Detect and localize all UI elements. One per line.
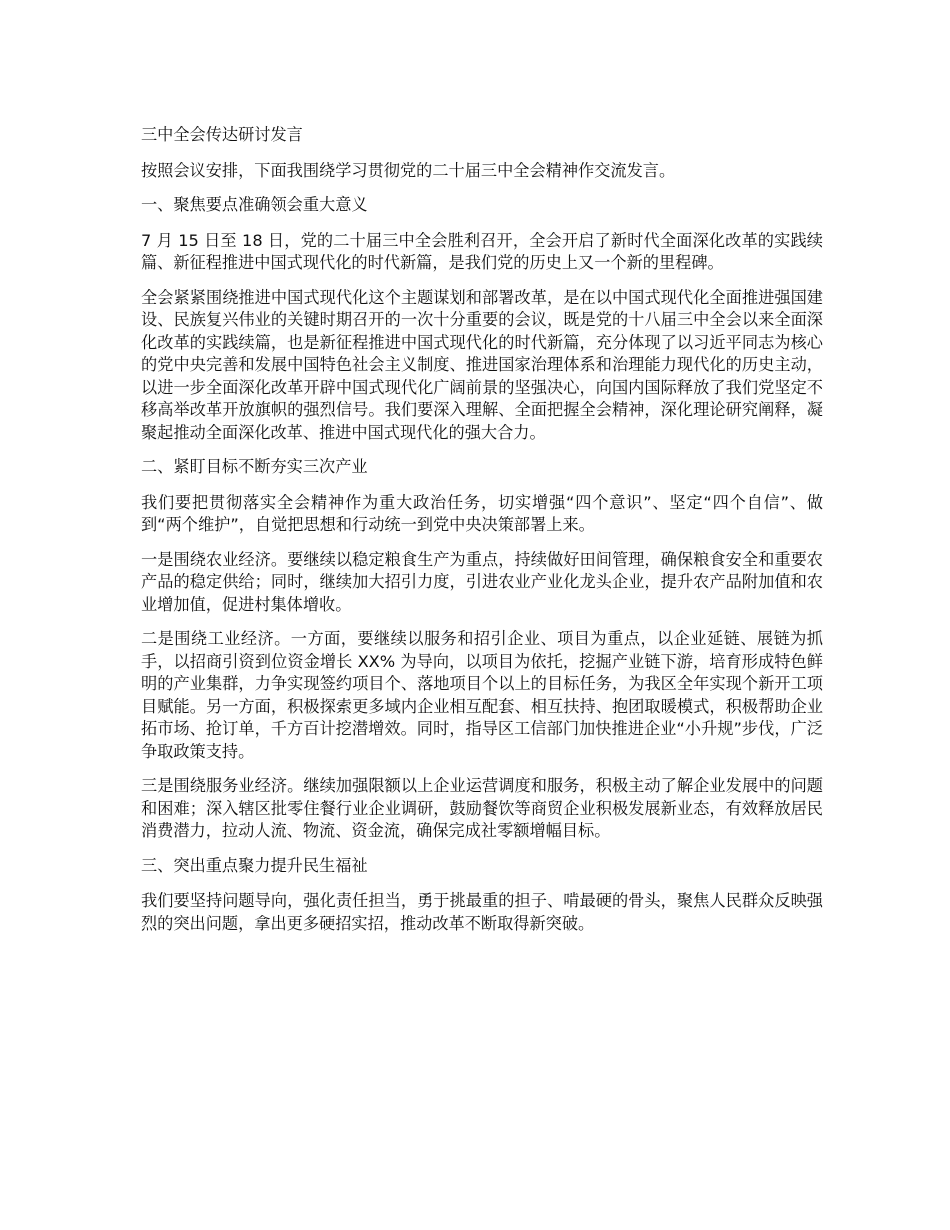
body-paragraph: 一是围绕农业经济。要继续以稳定粮食生产为重点，持续做好田间管理，确保粮食安全和重要农产品的稳定供给；同时，继续加大招引力度，引进农业产业化龙头企业，提升农产品附加值和农业增加值，促进村集体增收。	[141, 549, 823, 614]
body-paragraph: 二是围绕工业经济。一方面，要继续以服务和招引企业、项目为重点，以企业延链、展链为抓手，以招商引资到位资金增长 XX% 为导向，以项目为依托，挖掘产业链下游，培育形成特色鲜明的产业集群，力争实现签约项目个、落地项目个以上的目标任务，为我区全年实现个新开工项目赋能。另一方面，积极探索更多域内企业相互配套、相互扶持、抱团取暖模式，积极帮助企业拓市场、抢订单，千方百计挖潜增效。同时，指导区工信部门加快推进企业“小升规”步伐，广泛争取政策支持。	[141, 629, 823, 761]
intro-paragraph: 按照会议安排，下面我围绕学习贯彻党的二十届三中全会精神作交流发言。	[141, 160, 676, 180]
section-heading-3: 三、突出重点聚力提升民生福祉	[141, 855, 368, 875]
document-body	[141, 124, 823, 947]
document-title: 三中全会传达研讨发言	[141, 125, 303, 144]
body-paragraph: 我们要坚持问题导向，强化责任担当，勇于挑最重的担子、啃最硬的骨头，聚焦人民群众反映强烈的突出问题，拿出更多硬招实招，推动改革不断取得新突破。	[141, 891, 823, 933]
body-paragraph: 我们要把贯彻落实全会精神作为重大政治任务，切实增强“四个意识”、坚定“四个自信”、做到“两个维护”，自觉把思想和行动统一到党中央决策部署上来。	[141, 492, 823, 534]
section-heading-1: 一、聚焦要点准确领会重大意义	[141, 195, 368, 214]
section-heading-2: 二、紧盯目标不断夯实三次产业	[141, 457, 368, 476]
body-paragraph: 三是围绕服务业经济。继续加强限额以上企业运营调度和服务，积极主动了解企业发展中的问题和困难；深入辖区批零住餐行业企业调研，鼓励餐饮等商贸企业积极发展新业态，有效释放居民消费潜力，拉动人流、物流、资金流，确保完成社零额增幅目标。	[141, 776, 823, 840]
body-paragraph: 7 月 15 日至 18 日，党的二十届三中全会胜利召开，全会开启了新时代全面深化改革的实践续篇、新征程推进中国式现代化的时代新篇，是我们党的历史上又一个新的里程碑。	[141, 230, 823, 272]
body-paragraph: 全会紧紧围绕推进中国式现代化这个主题谋划和部署改革，是在以中国式现代化全面推进强国建设、民族复兴伟业的关键时期召开的一次十分重要的会议，既是党的十八届三中全会以来全面深化改革的实践续篇，也是新征程推进中国式现代化的时代新篇，充分体现了以习近平同志为核心的党中央完善和发展中国特色社会主义制度、推进国家治理体系和治理能力现代化的历史主动，以进一步全面深化改革开辟中国式现代化广阔前景的坚强决心，向国内国际释放了我们党坚定不移高举改革开放旗帜的强烈信号。我们要深入理解、全面把握全会精神，深化理论研究阐释，凝聚起推动全面深化改革、推进中国式现代化的强大合力。	[141, 287, 823, 442]
